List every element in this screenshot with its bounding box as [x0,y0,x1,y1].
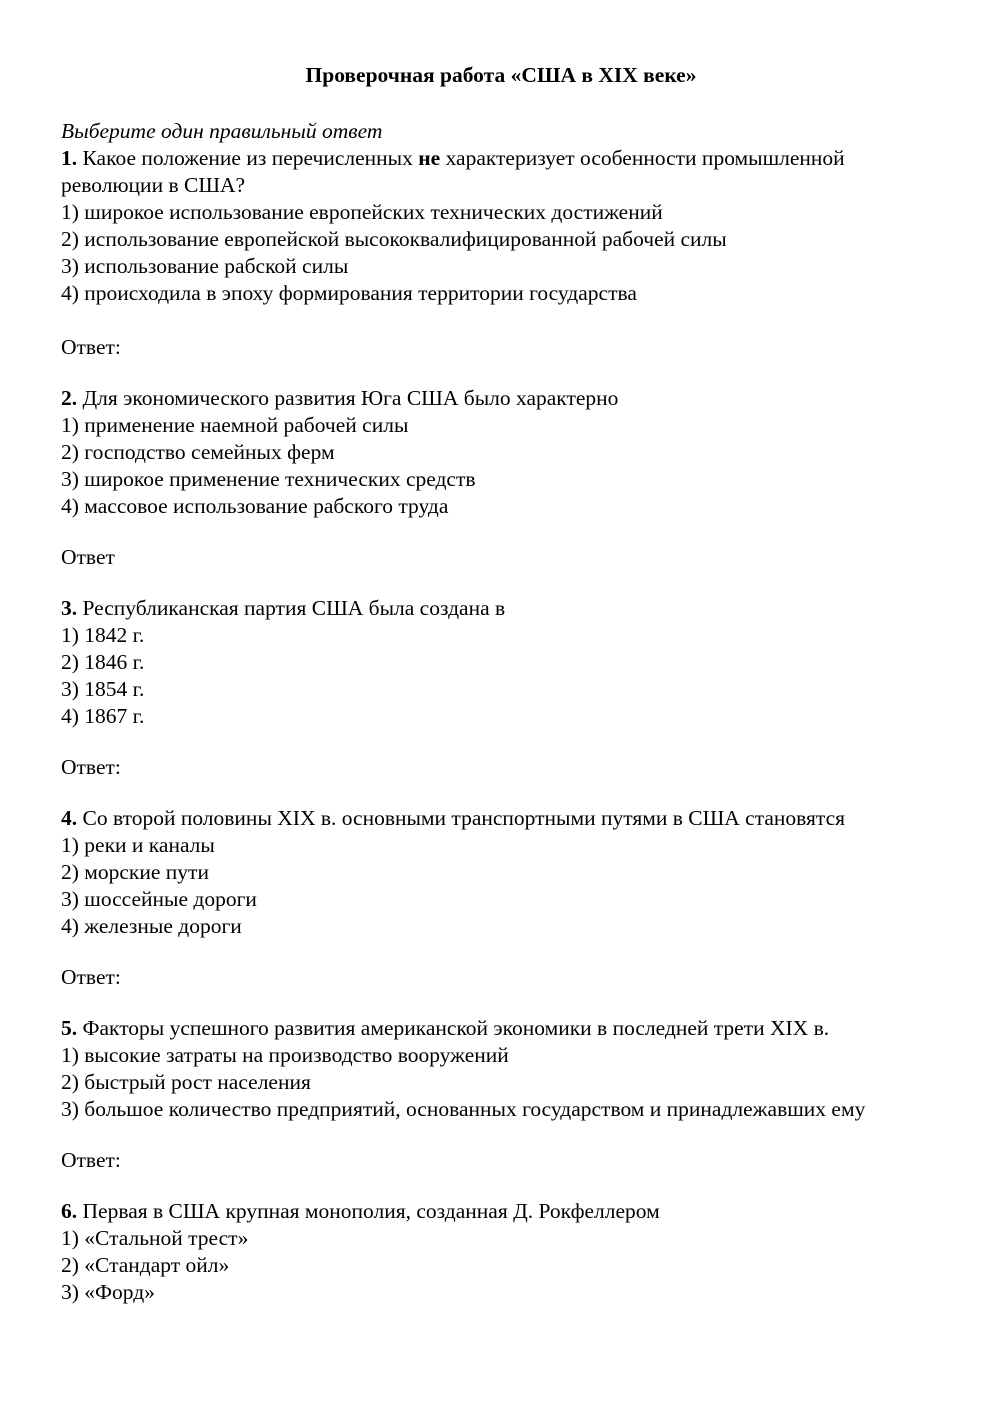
option: 3) 1854 г. [61,677,145,701]
question-number: 1. [61,146,78,170]
question-2 [61,385,941,571]
option: 1) широкое использование европейских технических достижений [61,200,663,224]
instruction-text: Выберите один правильный ответ [61,119,383,143]
question-text: Первая в США крупная монополия, созданная Д. Рокфеллером [82,1199,660,1223]
question-text: Республиканская партия США была создана в [82,596,506,620]
question-6-text [61,1198,941,1225]
option: 2) быстрый рост населения [61,1070,311,1094]
option: 3) использование рабской силы [61,254,349,278]
option: 1) реки и каналы [61,833,215,857]
question-text-before: Какое положение из перечисленных [82,146,413,170]
option: 3) широкое применение технических средств [61,467,476,491]
question-number: 4. [61,806,78,830]
question-text: Для экономического развития Юга США было характерно [82,386,619,410]
option: 1) 1842 г. [61,623,145,647]
option: 4) происходила в эпоху формирования территории государства [61,281,637,305]
option: 2) 1846 г. [61,650,145,674]
option: 1) высокие затраты на производство вооружений [61,1043,509,1067]
question-text-emphasis: не [418,146,441,170]
option: 2) «Стандарт ойл» [61,1253,230,1277]
question-text: Со второй половины XIX в. основными транспортными путями в США становятся [82,806,846,830]
option: 3) «Форд» [61,1280,155,1304]
option: 3) большое количество предприятий, основанных государством и принадлежавших ему [61,1097,866,1121]
answer-label: Ответ: [61,965,121,989]
document-page [61,60,941,1306]
answer-label: Ответ [61,545,115,569]
option: 4) железные дороги [61,914,242,938]
option: 2) господство семейных ферм [61,440,335,464]
option: 2) морские пути [61,860,209,884]
document-title: Проверочная работа «США в XIX веке» [305,63,697,87]
question-4 [61,805,941,991]
option: 4) массовое использование рабского труда [61,494,449,518]
question-4-text [61,805,941,832]
question-number: 6. [61,1199,78,1223]
option: 4) 1867 г. [61,704,145,728]
question-text: Факторы успешного развития американской экономики в последней трети XIX в. [82,1016,830,1040]
question-1-text [61,145,941,199]
question-5 [61,1015,941,1174]
question-5-text [61,1015,941,1042]
question-1 [61,145,941,361]
answer-label: Ответ: [61,1148,121,1172]
question-3 [61,595,941,781]
question-6 [61,1198,941,1306]
answer-label: Ответ: [61,755,121,779]
question-text-after: характеризует особенности промышленной революции в США? [61,146,845,197]
question-2-text [61,385,941,412]
question-number: 2. [61,386,78,410]
option: 1) применение наемной рабочей силы [61,413,409,437]
option: 3) шоссейные дороги [61,887,257,911]
question-number: 5. [61,1016,78,1040]
question-number: 3. [61,596,78,620]
answer-label: Ответ: [61,335,121,359]
question-3-text [61,595,941,622]
option: 2) использование европейской высококвалифицированной рабочей силы [61,227,727,251]
option: 1) «Стальной трест» [61,1226,249,1250]
